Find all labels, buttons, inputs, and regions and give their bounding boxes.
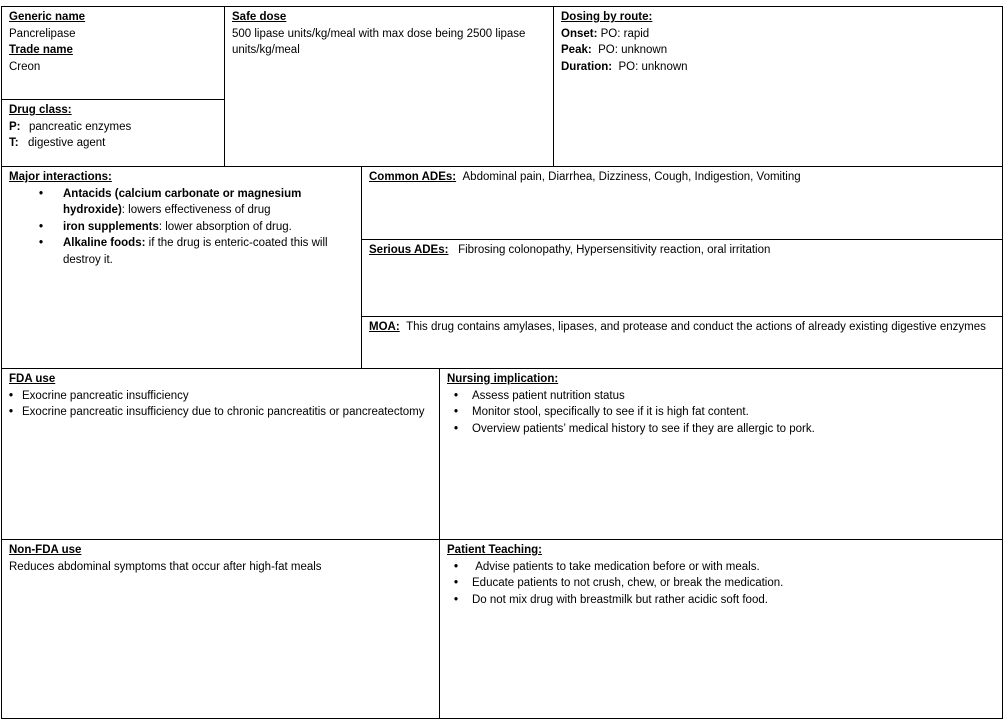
fda-use-item: • Exocrine pancreatic insufficiency due to chronic pancreatitis or pancreatectomy — [9, 404, 432, 421]
trade-name-value: Creon — [9, 60, 41, 73]
moa-label: MOA: — [369, 321, 400, 333]
serious-ades-label: Serious ADEs: — [369, 244, 449, 256]
nursing-item: • Assess patient nutrition status — [447, 388, 995, 405]
drug-class-label: Drug class: — [9, 104, 72, 116]
duration-value: PO: unknown — [618, 60, 688, 73]
drug-class-t-row — [9, 135, 217, 152]
drug-class-p-value: pancreatic enzymes — [29, 120, 132, 133]
dosing-cell — [553, 6, 1003, 167]
interaction-item: • Antacids (calcium carbonate or magnesium hydroxide): lowers effectiveness of drug — [9, 186, 354, 219]
nursing-label: Nursing implication: — [447, 373, 559, 385]
fda-use-item: • Exocrine pancreatic insufficiency — [9, 388, 432, 405]
serious-ades-cell — [361, 239, 1003, 317]
onset-row — [561, 26, 995, 43]
generic-trade-cell — [1, 6, 225, 100]
drug-class-t-key: T: — [9, 137, 19, 150]
onset-key: Onset: — [561, 27, 598, 40]
nursing-cell — [439, 368, 1003, 540]
non-fda-label: Non-FDA use — [9, 544, 82, 556]
moa-value: This drug contains amylases, lipases, and protease and conduct the actions of already existing digestive enzymes — [406, 321, 986, 333]
peak-row — [561, 42, 995, 59]
drug-class-p-row — [9, 119, 217, 136]
generic-name-label: Generic name — [9, 11, 86, 23]
duration-row — [561, 59, 995, 76]
trade-name-label: Trade name — [9, 44, 73, 57]
non-fda-value: Reduces abdominal symptoms that occur after high-fat meals — [9, 560, 322, 573]
common-ades-value: Abdominal pain, Diarrhea, Dizziness, Cough, Indigestion, Vomiting — [462, 171, 801, 183]
common-ades-label: Common ADEs: — [369, 171, 457, 183]
interactions-cell — [1, 166, 362, 369]
peak-value: PO: unknown — [598, 44, 668, 57]
interactions-label: Major interactions: — [9, 171, 112, 183]
nursing-item: • Overview patients’ medical history to see if they are allergic to pork. — [447, 421, 995, 438]
safe-dose-cell — [224, 6, 554, 167]
peak-key: Peak: — [561, 44, 592, 57]
safe-dose-label: Safe dose — [232, 11, 287, 23]
nursing-list — [447, 388, 995, 438]
non-fda-cell — [1, 539, 440, 719]
teaching-item: • Advise patients to take medication before or with meals. — [447, 559, 995, 576]
drug-class-p-key: P: — [9, 120, 21, 133]
teaching-item: • Educate patients to not crush, chew, or break the medication. — [447, 575, 995, 592]
teaching-cell — [439, 539, 1003, 719]
dosing-label: Dosing by route: — [561, 11, 653, 23]
interaction-item: • Alkaline foods: if the drug is enteric-coated this will destroy it. — [9, 235, 354, 268]
duration-key: Duration: — [561, 60, 613, 73]
drug-class-t-value: digestive agent — [28, 137, 106, 150]
interactions-list — [9, 186, 354, 269]
teaching-list — [447, 559, 995, 609]
drug-class-cell — [1, 99, 225, 167]
fda-use-cell — [1, 368, 440, 540]
common-ades-cell — [361, 166, 1003, 240]
moa-cell — [361, 316, 1003, 369]
interaction-item: • iron supplements: lower absorption of drug. — [9, 219, 354, 236]
fda-use-list — [9, 388, 432, 421]
nursing-item: • Monitor stool, specifically to see if it is high fat content. — [447, 404, 995, 421]
serious-ades-value: Fibrosing colonopathy, Hypersensitivity reaction, oral irritation — [458, 244, 771, 256]
safe-dose-value: 500 lipase units/kg/meal with max dose being 2500 lipase units/kg/meal — [232, 27, 526, 57]
generic-name-value: Pancrelipase — [9, 27, 76, 40]
teaching-label: Patient Teaching: — [447, 544, 542, 556]
fda-use-label: FDA use — [9, 373, 56, 385]
teaching-item: • Do not mix drug with breastmilk but rather acidic soft food. — [447, 592, 995, 609]
onset-value: PO: rapid — [600, 27, 650, 40]
